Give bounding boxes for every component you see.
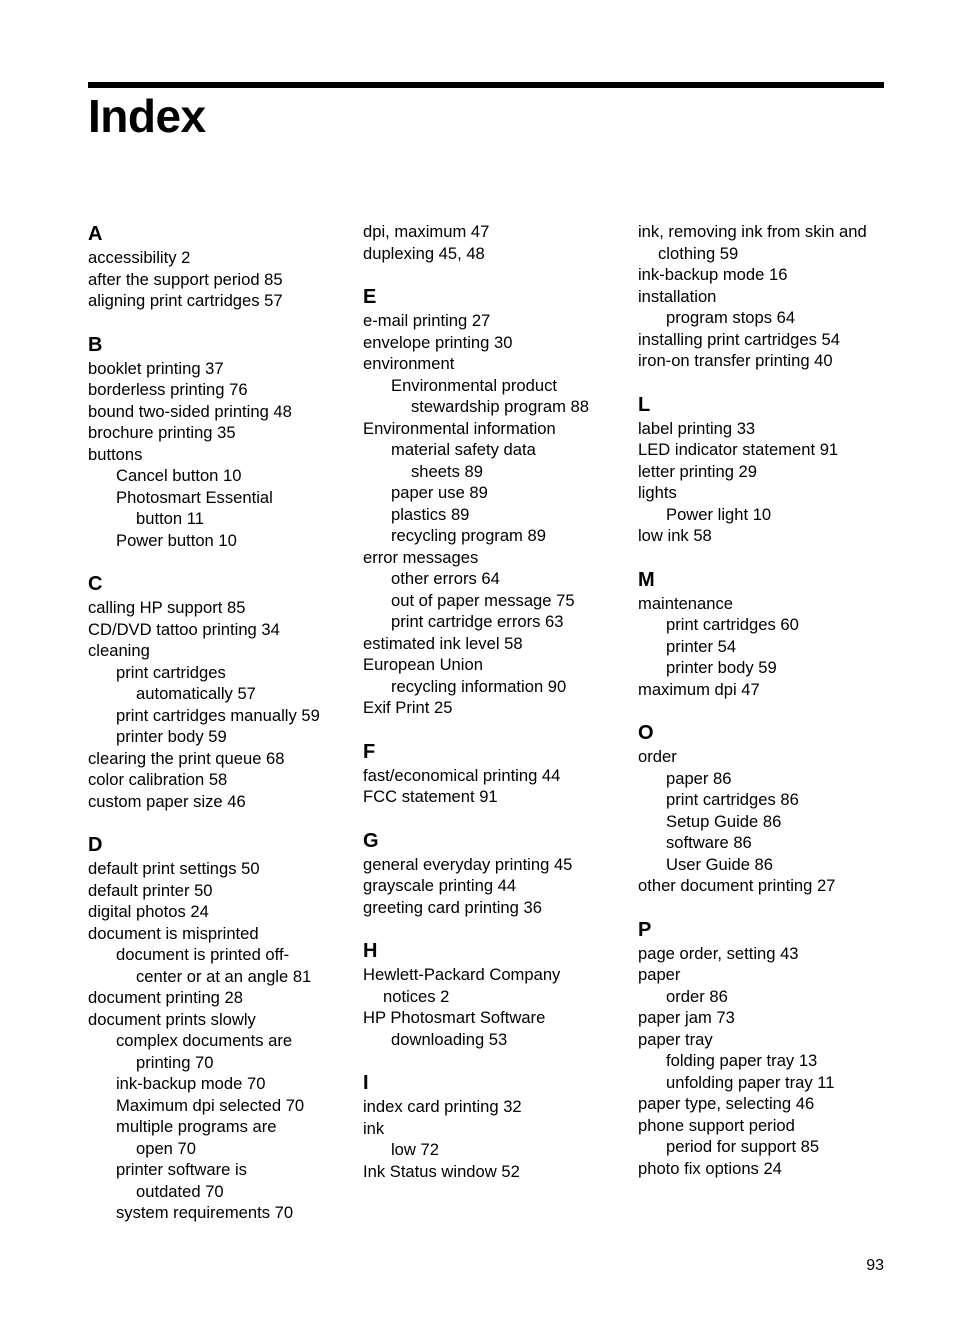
index-subentry: document is printed off- xyxy=(116,945,290,964)
index-subentry: material safety data xyxy=(391,440,536,459)
index-column-1 xyxy=(88,221,350,1244)
index-subentry: paper use 89 xyxy=(391,483,488,502)
index-subentry: outdated 70 xyxy=(136,1181,224,1201)
index-entry: fast/economical printing 44 xyxy=(363,765,561,785)
index-subentry: downloading 53 xyxy=(391,1029,508,1049)
index-entry: general everyday printing 45 xyxy=(363,854,573,874)
index-entry: low ink 58 xyxy=(638,526,712,545)
index-entry: buttons xyxy=(88,444,143,464)
index-entry: estimated ink level 58 xyxy=(363,633,523,653)
index-subentry: clothing 59 xyxy=(658,243,739,263)
index-subentry: unfolding paper tray 11 xyxy=(666,1072,835,1092)
index-entry: photo fix options 24 xyxy=(638,1158,782,1178)
index-entry: brochure printing 35 xyxy=(88,423,236,442)
index-subentry: low 72 xyxy=(391,1140,439,1159)
index-subentry: order 86 xyxy=(666,986,728,1006)
index-section xyxy=(638,720,900,897)
index-entry: envelope printing 30 xyxy=(363,332,513,352)
index-entry: default print settings 50 xyxy=(88,859,260,878)
index-entry: iron-on transfer printing 40 xyxy=(638,351,833,370)
index-section xyxy=(638,567,900,701)
index-subentry: Photosmart Essential xyxy=(116,487,273,507)
index-entry: paper jam 73 xyxy=(638,1008,735,1027)
index-entry: document prints slowly xyxy=(88,1009,256,1029)
index-entry: error messages xyxy=(363,547,479,567)
index-subentry: recycling program 89 xyxy=(391,526,546,545)
index-entry: other document printing 27 xyxy=(638,876,836,895)
index-section xyxy=(363,284,625,719)
index-section xyxy=(638,917,900,1180)
index-entry: FCC statement 91 xyxy=(363,787,498,806)
index-section xyxy=(88,221,350,312)
index-subentry: ink-backup mode 70 xyxy=(116,1074,266,1093)
index-entry: label printing 33 xyxy=(638,418,756,438)
index-entry: default printer 50 xyxy=(88,880,213,900)
index-subentry: sheets 89 xyxy=(411,461,483,481)
index-entry: Ink Status window 52 xyxy=(363,1161,520,1181)
index-subentry: period for support 85 xyxy=(666,1137,820,1156)
index-entry: e-mail printing 27 xyxy=(363,311,491,330)
index-entry: custom paper size 46 xyxy=(88,791,246,811)
index-subentry: stewardship program 88 xyxy=(411,397,590,416)
index-subentry: button 11 xyxy=(136,509,204,528)
index-entry: clearing the print queue 68 xyxy=(88,748,285,768)
index-subentry: print cartridges manually 59 xyxy=(116,705,320,725)
index-entry: grayscale printing 44 xyxy=(363,876,517,895)
index-subentry: User Guide 86 xyxy=(666,854,773,874)
index-section xyxy=(638,392,900,547)
index-subentry: multiple programs are xyxy=(116,1117,277,1136)
index-section xyxy=(363,938,625,1050)
section-letter: I xyxy=(363,1072,369,1094)
index-entry: dpi, maximum 47 xyxy=(363,222,490,241)
index-section xyxy=(88,571,350,812)
index-entry: Hewlett-Packard Company xyxy=(363,965,561,984)
index-entry: document is misprinted xyxy=(88,923,259,943)
index-subentry: print cartridges 60 xyxy=(666,615,799,634)
index-subentry: center or at an angle 81 xyxy=(136,966,312,986)
index-entry: LED indicator statement 91 xyxy=(638,440,839,459)
index-section xyxy=(88,832,350,1224)
index-entry: borderless printing 76 xyxy=(88,380,248,399)
index-entry: greeting card printing 36 xyxy=(363,897,542,917)
index-entry: paper xyxy=(638,965,681,984)
index-subentry: Setup Guide 86 xyxy=(666,811,782,831)
index-subentry: notices 2 xyxy=(383,986,450,1006)
index-subentry: printer software is xyxy=(116,1160,247,1179)
index-subentry: Environmental product xyxy=(391,375,558,395)
section-letter: C xyxy=(88,573,103,595)
section-letter: H xyxy=(363,940,378,962)
index-subentry: Cancel button 10 xyxy=(116,466,242,485)
index-entry: lights xyxy=(638,483,677,502)
index-subentry: printer body 59 xyxy=(116,727,227,746)
index-section xyxy=(363,828,625,919)
index-entry: installation xyxy=(638,286,717,306)
index-entry: ink-backup mode 16 xyxy=(638,265,788,284)
page-number: 93 xyxy=(866,1257,884,1274)
index-entry: index card printing 32 xyxy=(363,1097,522,1116)
index-entry: Exif Print 25 xyxy=(363,698,453,717)
index-subentry: paper 86 xyxy=(666,768,732,788)
index-subentry: automatically 57 xyxy=(136,684,256,703)
index-entry: booklet printing 37 xyxy=(88,358,224,378)
index-entry: accessibility 2 xyxy=(88,248,191,267)
index-entry: bound two-sided printing 48 xyxy=(88,401,292,421)
index-entry: maximum dpi 47 xyxy=(638,679,760,699)
index-subentry: Power light 10 xyxy=(666,504,772,524)
index-column-2 xyxy=(363,221,625,1202)
index-subentry: print cartridge errors 63 xyxy=(391,612,564,631)
index-subentry: open 70 xyxy=(136,1138,196,1158)
index-section xyxy=(363,221,625,264)
index-entry: calling HP support 85 xyxy=(88,598,246,617)
index-subentry: other errors 64 xyxy=(391,569,500,588)
index-subentry: print cartridges 86 xyxy=(666,790,799,809)
index-section xyxy=(363,1070,625,1182)
section-letter: M xyxy=(638,568,655,591)
index-entry: phone support period xyxy=(638,1115,795,1135)
index-section xyxy=(363,739,625,808)
index-subentry: Maximum dpi selected 70 xyxy=(116,1095,305,1115)
index-entry: document printing 28 xyxy=(88,988,243,1007)
section-letter: L xyxy=(638,393,651,416)
index-subentry: system requirements 70 xyxy=(116,1203,294,1222)
index-section xyxy=(638,221,900,372)
index-entry: ink, removing ink from skin and xyxy=(638,222,867,241)
index-subentry: printer 54 xyxy=(666,636,737,656)
index-entry: CD/DVD tattoo printing 34 xyxy=(88,619,280,639)
index-subentry: recycling information 90 xyxy=(391,676,567,696)
index-entry: page order, setting 43 xyxy=(638,943,799,963)
index-entry: installing print cartridges 54 xyxy=(638,329,840,349)
index-entry: cleaning xyxy=(88,641,150,660)
section-letter: A xyxy=(88,223,103,245)
index-entry: European Union xyxy=(363,655,483,674)
title-rule xyxy=(88,82,884,88)
index-entry: letter printing 29 xyxy=(638,461,757,481)
index-entry: Environmental information xyxy=(363,418,556,438)
index-subentry: print cartridges xyxy=(116,662,226,682)
index-subentry: plastics 89 xyxy=(391,504,470,524)
page-title: Index xyxy=(88,90,206,142)
section-letter: D xyxy=(88,834,103,856)
index-section xyxy=(88,332,350,552)
index-entry: aligning print cartridges 57 xyxy=(88,291,283,310)
section-letter: B xyxy=(88,333,103,356)
index-subentry: printer body 59 xyxy=(666,658,777,677)
section-letter: E xyxy=(363,286,377,308)
index-column-3 xyxy=(638,221,900,1199)
index-entry: duplexing 45, 48 xyxy=(363,243,485,263)
index-entry: ink xyxy=(363,1118,385,1138)
section-letter: G xyxy=(363,829,379,852)
index-entry: maintenance xyxy=(638,593,734,613)
index-entry: paper type, selecting 46 xyxy=(638,1094,815,1113)
index-entry: color calibration 58 xyxy=(88,770,228,789)
index-subentry: complex documents are xyxy=(116,1031,293,1050)
index-subentry: printing 70 xyxy=(136,1052,214,1072)
section-letter: F xyxy=(363,740,376,763)
index-subentry: Power button 10 xyxy=(116,530,237,550)
index-subentry: software 86 xyxy=(666,833,752,852)
index-entry: environment xyxy=(363,354,455,373)
index-entry: order xyxy=(638,747,677,766)
section-letter: P xyxy=(638,918,652,941)
index-entry: HP Photosmart Software xyxy=(363,1008,546,1027)
index-entry: digital photos 24 xyxy=(88,902,209,921)
index-entry: after the support period 85 xyxy=(88,269,283,289)
index-subentry: out of paper message 75 xyxy=(391,590,575,610)
section-letter: O xyxy=(638,722,654,744)
index-subentry: folding paper tray 13 xyxy=(666,1051,818,1070)
index-entry: paper tray xyxy=(638,1029,713,1049)
index-subentry: program stops 64 xyxy=(666,308,796,327)
